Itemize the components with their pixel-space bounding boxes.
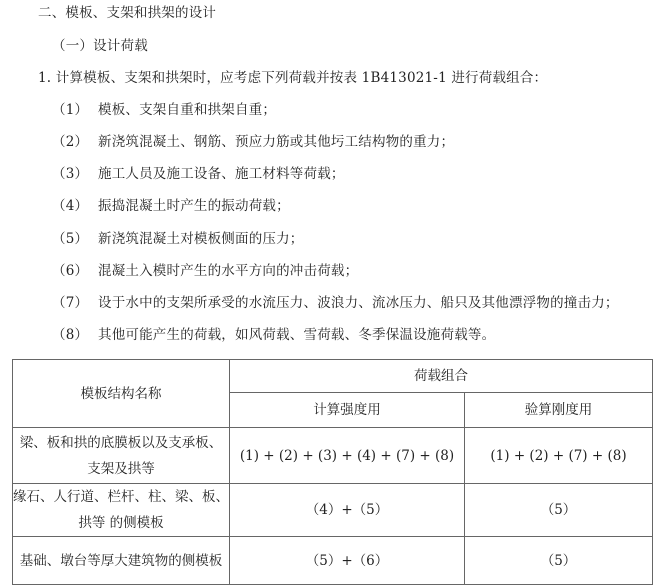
list-item-text: 新浇筑混凝土、钢筋、预应力筋或其他圬工结构物的重力；: [98, 134, 455, 150]
table-row: [13, 537, 653, 585]
header-stiffness: 验算刚度用: [465, 393, 653, 428]
list-item-number: （6）: [52, 263, 89, 279]
header-load-combination: 荷载组合: [230, 360, 653, 393]
list-item-number: （3）: [52, 166, 89, 182]
load-combination-table: [12, 359, 653, 585]
list-item: [52, 325, 495, 345]
cell-structure-name: 基础、墩台等厚大建筑物的侧模板: [13, 537, 230, 585]
list-item-number: （4）: [52, 198, 89, 214]
list-item-text: 施工人员及施工设备、施工材料等荷载；: [98, 166, 345, 182]
intro-paragraph: 1. 计算模板、支架和拱架时，应考虑下列荷载并按表 1B413021-1 进行荷载组合：: [38, 70, 548, 86]
list-item-number: （7）: [52, 295, 89, 311]
cell-structure-name: [13, 484, 230, 537]
list-item-text: 振捣混凝土时产生的振动荷载；: [98, 198, 290, 214]
list-item: [52, 261, 358, 281]
header-structure-name: 模板结构名称: [13, 360, 230, 428]
section-subheading: （一）设计荷载: [52, 38, 148, 54]
cell-stiffness: (1) + (2) + (7) + (8): [465, 428, 653, 484]
cell-stiffness: （5）: [465, 484, 653, 537]
cell-stiffness: （5）: [465, 537, 653, 585]
table-row: [13, 428, 653, 484]
list-item-number: （5）: [52, 231, 89, 247]
list-item-text: 新浇筑混凝土对模板侧面的压力；: [98, 231, 304, 247]
list-item: [52, 164, 345, 184]
header-strength: 计算强度用: [230, 393, 465, 428]
list-item-text: 其他可能产生的荷载，如风荷载、雪荷载、冬季保温设施荷载等。: [98, 327, 496, 343]
cell-line: 缘石、人行道、栏杆、柱、梁、板、: [13, 489, 229, 505]
cell-line: 梁、板和拱的底膜板以及支承板、: [19, 434, 223, 451]
list-item-text: 混凝土入模时产生的水平方向的冲击荷载；: [98, 263, 359, 279]
list-item: [52, 196, 290, 216]
list-item: [52, 100, 276, 120]
list-item-text: 设于水中的支架所承受的水流压力、波浪力、流冰压力、船只及其他漂浮物的撞击力；: [98, 295, 619, 311]
cell-strength: (1) + (2) + (3) + (4) + (7) + (8): [230, 428, 465, 484]
list-item-number: （1）: [52, 102, 89, 118]
list-item-number: （2）: [52, 134, 89, 150]
table-row: [13, 484, 653, 537]
cell-strength: （5）+（6）: [230, 537, 465, 585]
cell-structure-name: [13, 428, 230, 484]
cell-strength: （4）+（5）: [230, 484, 465, 537]
list-item: [52, 293, 619, 313]
cell-line: 拱等 的侧模板: [78, 515, 164, 531]
list-item-number: （8）: [52, 327, 89, 343]
section-heading: 二、模板、支架和拱架的设计: [38, 5, 217, 21]
list-item: [52, 229, 304, 249]
cell-line: 支架及拱等: [87, 460, 155, 477]
list-item-text: 模板、支架自重和拱架自重；: [98, 102, 277, 118]
table-header-row: [13, 360, 653, 393]
list-item: [52, 132, 454, 152]
